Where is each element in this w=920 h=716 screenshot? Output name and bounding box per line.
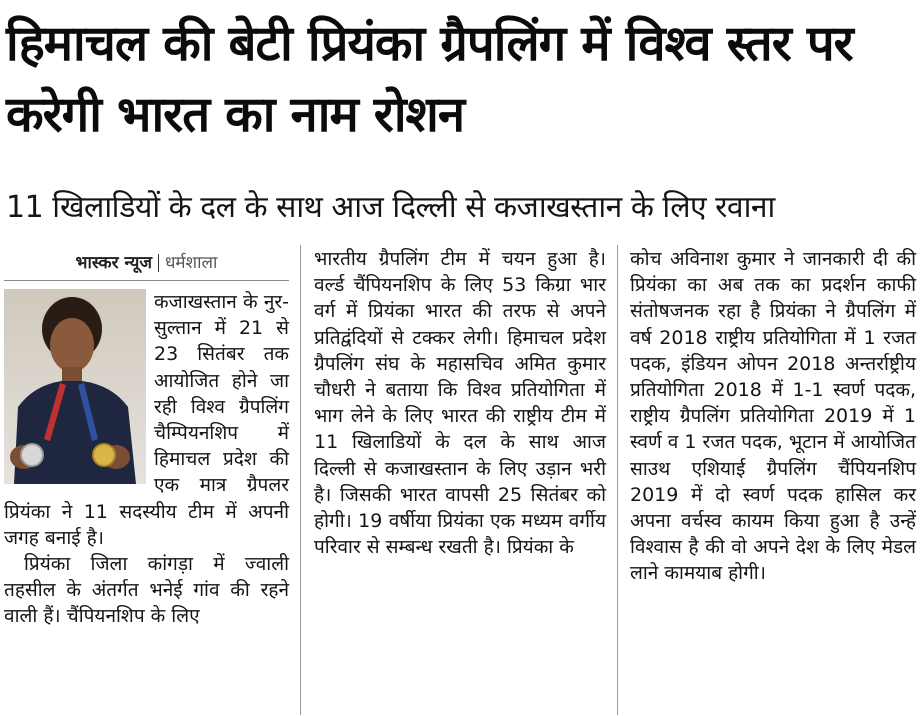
- column-2: [314, 246, 606, 560]
- byline-agency: भास्कर न्यूज: [75, 252, 152, 273]
- headline: हिमाचल की बेटी प्रियंका ग्रैपलिंग में विश्व स्तर पर करेगी भारत का नाम रोशन: [6, 15, 853, 143]
- column-divider: [617, 245, 618, 715]
- byline-separator: [158, 254, 159, 272]
- column-3: [630, 246, 916, 587]
- subheadline: 11 खिलाडियों के दल के साथ आज दिल्ली से कजाखस्तान के लिए रवाना: [6, 190, 775, 225]
- athlete-photo: [4, 289, 146, 484]
- column-divider: [300, 245, 301, 715]
- paragraph: प्रियंका जिला कांगड़ा में ज्वाली तहसील के अंतर्गत भनेई गांव की रहने वाली हैं। चैंपियनशिप के लिए: [4, 553, 289, 628]
- column-1: [4, 246, 289, 630]
- byline: [4, 246, 289, 281]
- paragraph: भारतीय ग्रैपलिंग टीम में चयन हुआ है। वर्ल्ड चैंपियनशिप के लिए 53 किग्रा भार वर्ग में प्रियंका भारत की तरफ से अपने प्रतिद्वंदियों से टक्कर लेगी। हिमाचल प्रदेश ग्रैपलिंग संघ के महासचिव अमित कुमार चौधरी ने बताया कि विश्व प्रतियोगिता में भाग लेने के लिए भारत की राष्ट्रीय टीम में 11 खिलाडियों के दल के साथ आज दिल्ली से कजाखस्तान के लिए उड़ान भरी है। जिसकी भारत वापसी 25 सितंबर को होगी। 19 वर्षीया प्रियंका एक मध्यम वर्गीय परिवार से सम्बन्ध रखती है। प्रियंका के: [314, 248, 606, 559]
- byline-place: धर्मशाला: [164, 252, 218, 273]
- paragraph: कोच अविनाश कुमार ने जानकारी दी की प्रियंका का अब तक का प्रदर्शन काफी संतोषजनक रहा है प्रियंका ने ग्रैपलिंग में वर्ष 2018 राष्ट्रीय प्रतियोगिता में 1 रजत पदक, इंडियन ओपन 2018 अन्तर्राष्ट्रीय प्रतियोगिता 2018 में 1-1 स्वर्ण पदक, राष्ट्रीय ग्रैपलिंग प्रतियोगिता 2019 में 1 स्वर्ण व 1 रजत पदक, भूटान में आयोजित साउथ एशियाई ग्रैपलिंग चैंपियनशिप 2019 में दो स्वर्ण पदक हासिल कर अपना वर्चस्व कायम किया हुआ है उन्हें विश्वास है की वो अपने देश के लिए मेडल लाने कामयाब होगी।: [630, 248, 916, 585]
- athlete-photo-icon: [4, 289, 146, 484]
- paragraph: कजाखस्तान के नुर-सुल्तान में 21 से 23 सितंबर तक आयोजित होने जा रही विश्व ग्रैपलिंग चैम्पियनशिप में हिमाचल प्रदेश की एक मात्र ग्रैपलर प्रियंका ने 11 सदस्यीय टीम में अपनी जगह बनाई है।: [4, 291, 289, 549]
